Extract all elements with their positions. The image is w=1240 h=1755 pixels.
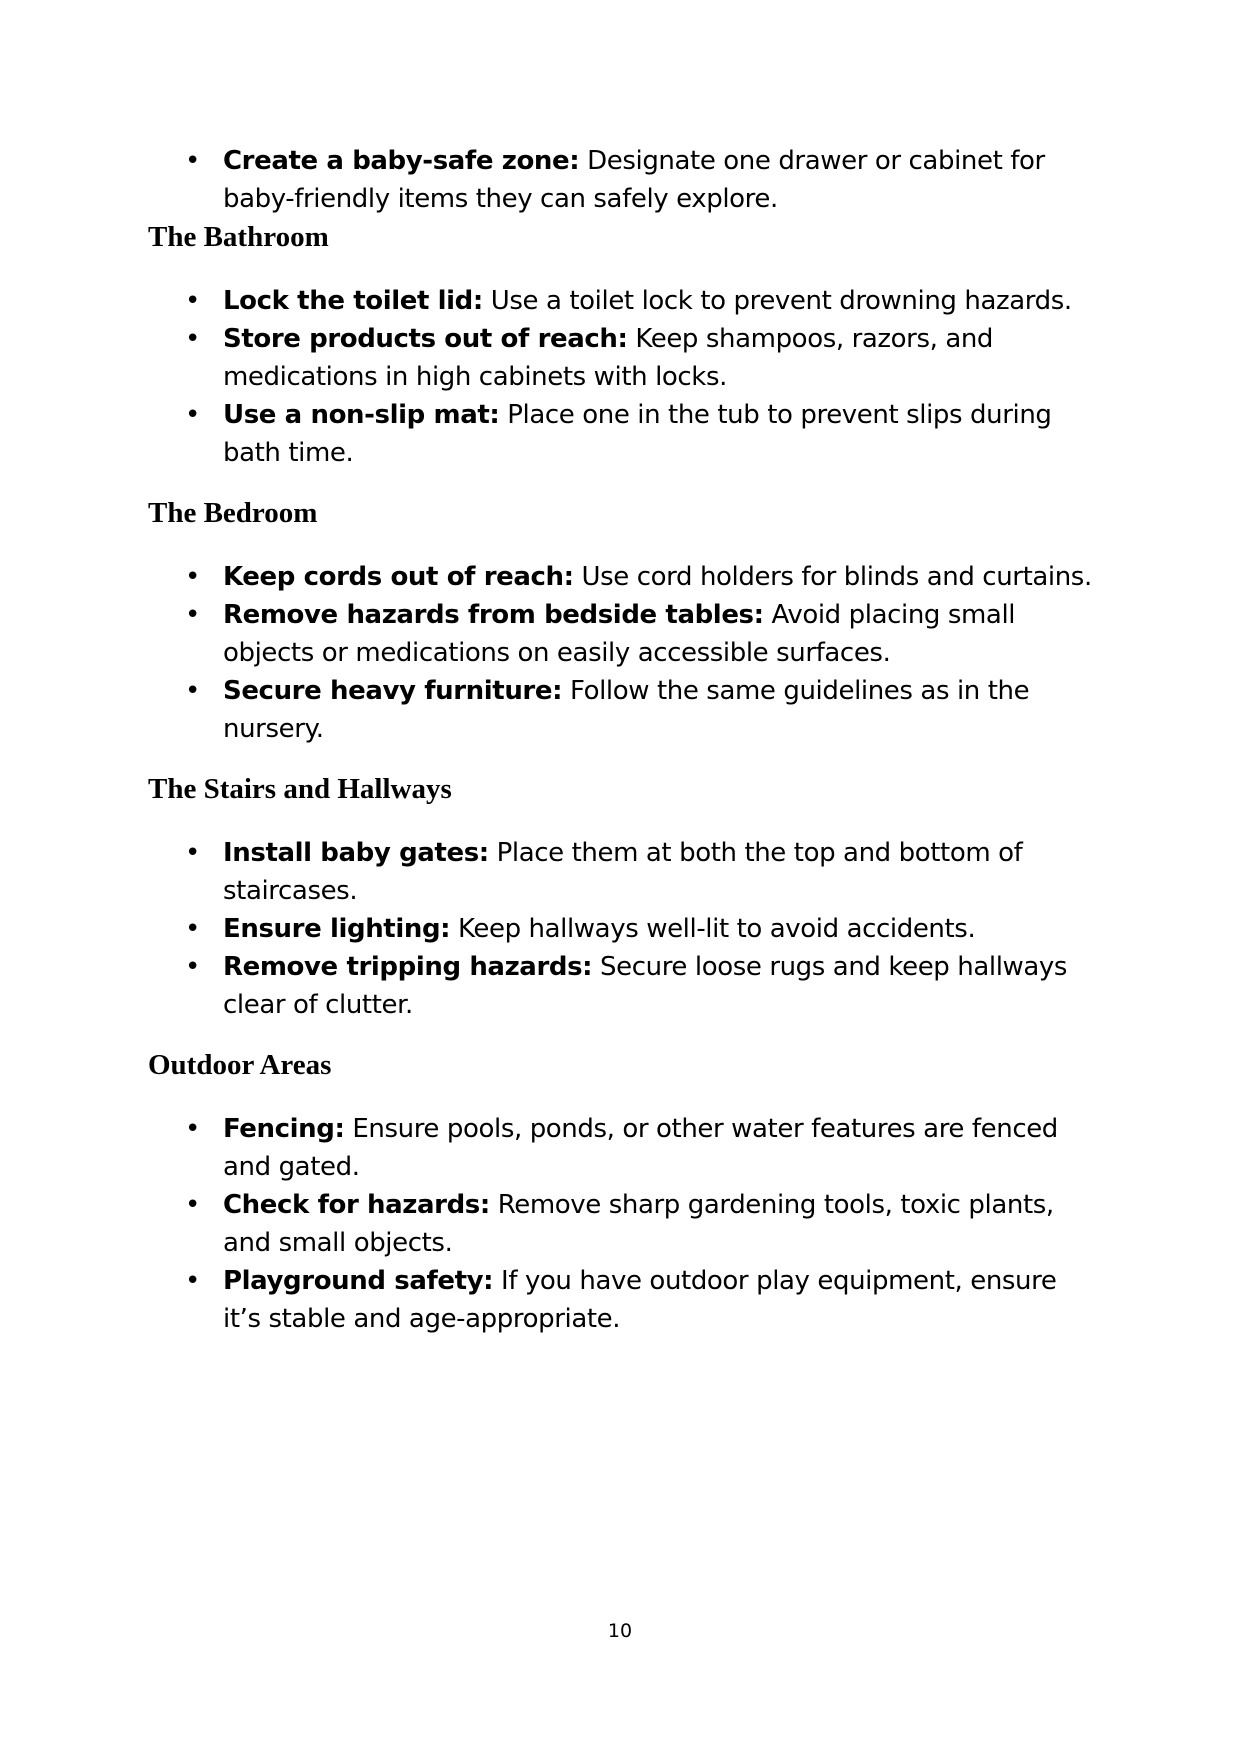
- bullet-icon: •: [185, 1114, 200, 1144]
- item-text: Keep shampoos, razors, and medications in high cabinets with locks.: [223, 324, 994, 392]
- section-heading: Outdoor Areas: [148, 1049, 332, 1081]
- bullet-icon: •: [185, 400, 200, 430]
- section-bedroom: [148, 494, 1098, 748]
- page-content: [148, 142, 1098, 1360]
- bullet-icon: •: [185, 952, 200, 982]
- list-item: [148, 948, 1098, 1024]
- list-item: [148, 320, 1098, 396]
- bullet-icon: •: [185, 676, 200, 706]
- list-item: [148, 282, 1098, 320]
- list-item: [148, 142, 1098, 218]
- item-text: Use cord holders for blinds and curtains.: [573, 562, 1092, 592]
- list-item: [148, 596, 1098, 672]
- item-title: Fencing:: [223, 1114, 345, 1144]
- page-number: 10: [607, 1620, 633, 1642]
- item-text: Keep hallways well-lit to avoid accidents.: [450, 914, 976, 944]
- item-title: Check for hazards:: [223, 1190, 490, 1220]
- item-text: If you have outdoor play equipment, ensure it’s stable and age-appropriate.: [223, 1266, 1057, 1334]
- bullet-icon: •: [185, 838, 200, 868]
- item-title: Use a non-slip mat:: [223, 400, 500, 430]
- list-item: [148, 396, 1098, 472]
- item-title: Install baby gates:: [223, 838, 489, 868]
- section-heading: The Bedroom: [148, 497, 318, 529]
- bullet-icon: •: [185, 1266, 200, 1296]
- item-text: Ensure pools, ponds, or other water features are fenced and gated.: [223, 1114, 1058, 1182]
- item-text: Avoid placing small objects or medications on easily accessible surfaces.: [223, 600, 1016, 668]
- bullet-icon: •: [185, 1190, 200, 1220]
- item-text: Follow the same guidelines as in the nursery.: [223, 676, 1030, 744]
- item-title: Create a baby-safe zone:: [223, 146, 580, 176]
- item-text: Remove sharp gardening tools, toxic plants, and small objects.: [223, 1190, 1054, 1258]
- list-item: [148, 1262, 1098, 1338]
- list-item: [148, 558, 1098, 596]
- item-title: Lock the toilet lid:: [223, 286, 483, 316]
- item-title: Remove tripping hazards:: [223, 952, 593, 982]
- item-text: Designate one drawer or cabinet for baby-friendly items they can safely explore.: [223, 146, 1045, 214]
- item-title: Secure heavy furniture:: [223, 676, 563, 706]
- list-item: [148, 1186, 1098, 1262]
- bullet-icon: •: [185, 562, 200, 592]
- item-text: Place them at both the top and bottom of staircases.: [223, 838, 1023, 906]
- intro-list: [148, 142, 1098, 218]
- bullet-icon: •: [185, 324, 200, 354]
- list-item: [148, 910, 1098, 948]
- list-item: [148, 672, 1098, 748]
- item-text: Secure loose rugs and keep hallways clear of clutter.: [223, 952, 1068, 1020]
- item-title: Playground safety:: [223, 1266, 494, 1296]
- item-title: Store products out of reach:: [223, 324, 628, 354]
- section-stairs-hallways: [148, 770, 1098, 1024]
- item-text: Place one in the tub to prevent slips during bath time.: [223, 400, 1052, 468]
- bullet-icon: •: [185, 600, 200, 630]
- bullet-icon: •: [185, 914, 200, 944]
- item-text: Use a toilet lock to prevent drowning hazards.: [482, 286, 1072, 316]
- bullet-icon: •: [185, 146, 200, 176]
- list-item: [148, 1110, 1098, 1186]
- item-title: Remove hazards from bedside tables:: [223, 600, 764, 630]
- item-title: Ensure lighting:: [223, 914, 451, 944]
- bathroom-list: [148, 282, 1098, 472]
- section-heading: The Stairs and Hallways: [148, 773, 452, 805]
- list-item: [148, 834, 1098, 910]
- item-title: Keep cords out of reach:: [223, 562, 574, 592]
- stairs-list: [148, 834, 1098, 1024]
- outdoor-list: [148, 1110, 1098, 1338]
- section-heading: The Bathroom: [148, 221, 329, 253]
- section-bathroom: [148, 218, 1098, 472]
- bedroom-list: [148, 558, 1098, 748]
- bullet-icon: •: [185, 286, 200, 316]
- section-outdoor-areas: [148, 1046, 1098, 1338]
